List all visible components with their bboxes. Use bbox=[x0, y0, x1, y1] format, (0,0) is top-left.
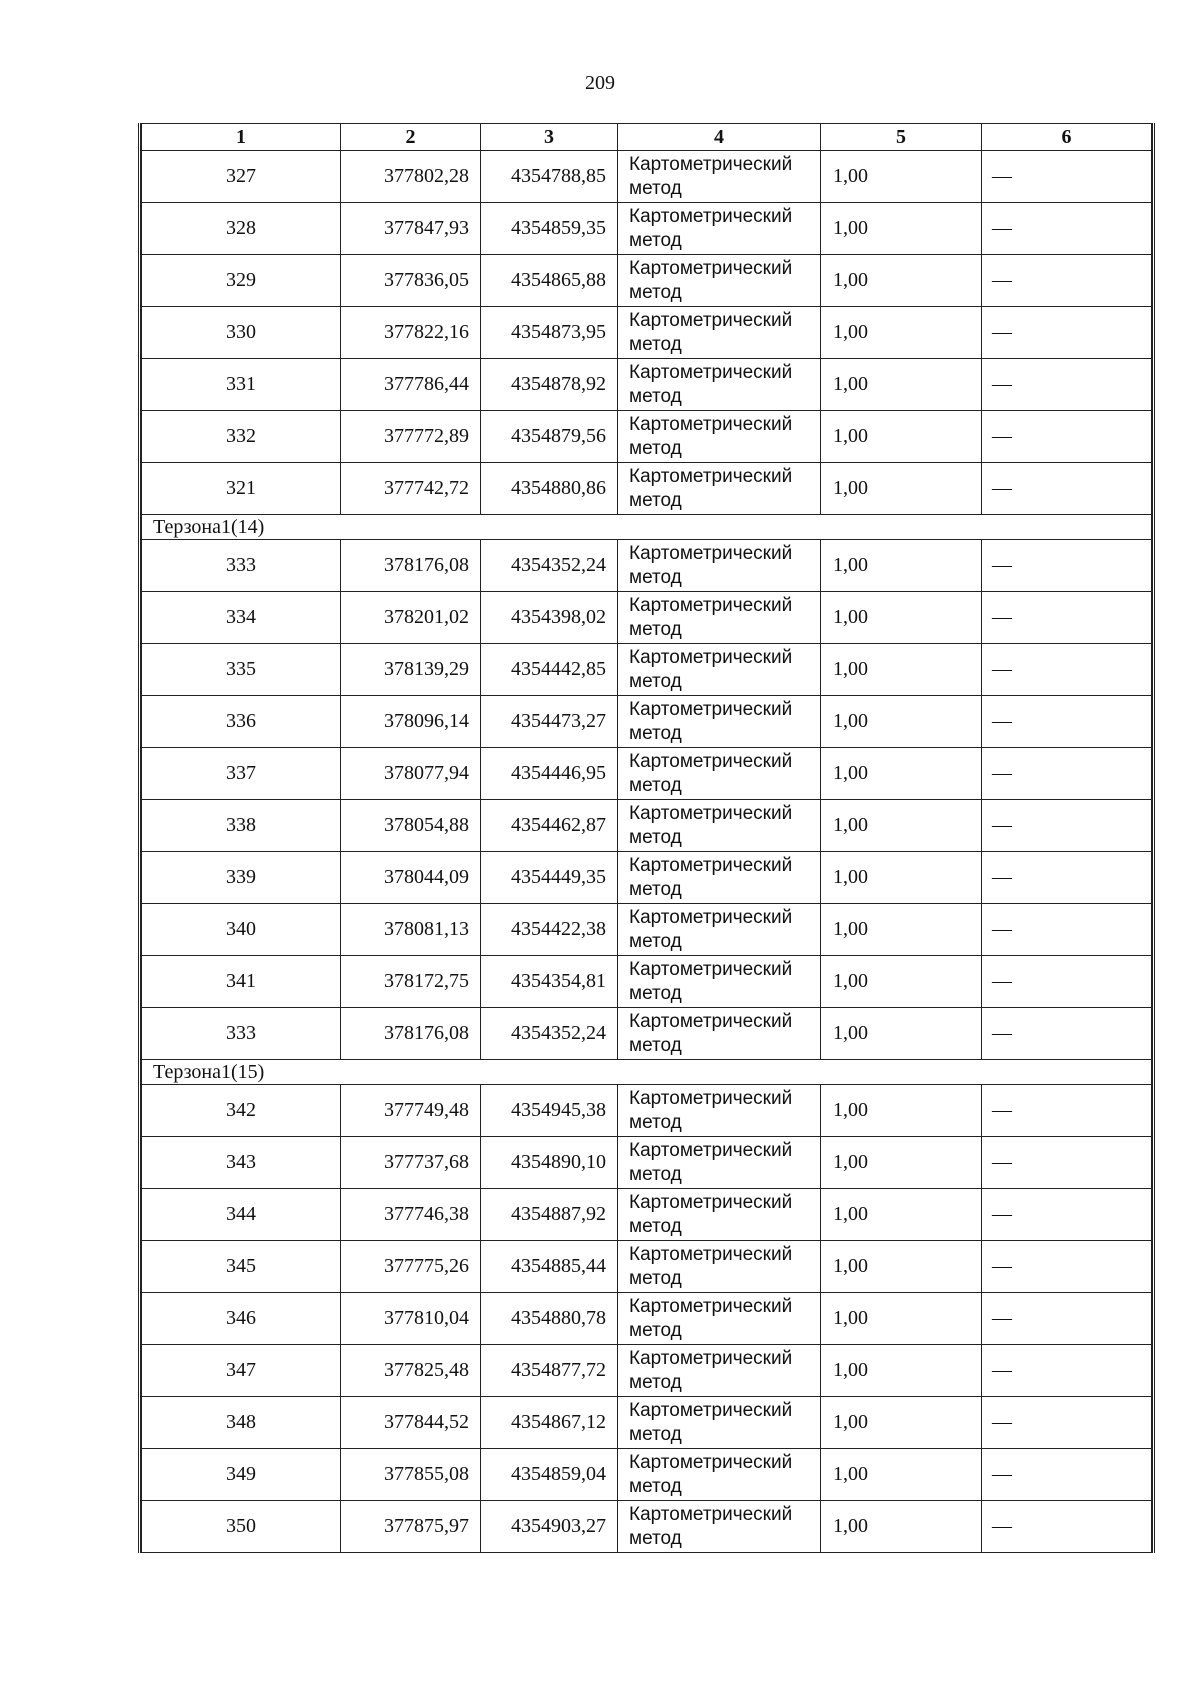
y-coordinate-cell: 4354473,27 bbox=[481, 696, 618, 748]
method-text-line: метод bbox=[629, 1215, 682, 1237]
method-cell bbox=[618, 1293, 821, 1345]
table-row bbox=[142, 1241, 1152, 1293]
method-cell bbox=[618, 1501, 821, 1553]
x-coordinate-cell: 378054,88 bbox=[341, 800, 481, 852]
method-text-line: метод bbox=[629, 1423, 682, 1445]
x-coordinate-cell: 377737,68 bbox=[341, 1137, 481, 1189]
y-coordinate-cell: 4354873,95 bbox=[481, 307, 618, 359]
method-text-line: метод bbox=[629, 177, 682, 199]
method-text-line: метод bbox=[629, 566, 682, 588]
note-cell: — bbox=[982, 1345, 1152, 1397]
method-text-line: Картометрический bbox=[629, 361, 793, 383]
accuracy-cell: 1,00 bbox=[821, 203, 982, 255]
method-text-line: метод bbox=[629, 982, 682, 1004]
point-number-cell: 342 bbox=[142, 1085, 341, 1137]
table-row bbox=[142, 1501, 1152, 1553]
note-cell: — bbox=[982, 1085, 1152, 1137]
note-cell: — bbox=[982, 1241, 1152, 1293]
table-row bbox=[142, 644, 1152, 696]
x-coordinate-cell: 378096,14 bbox=[341, 696, 481, 748]
method-text-line: Картометрический bbox=[629, 958, 793, 980]
y-coordinate-cell: 4354945,38 bbox=[481, 1085, 618, 1137]
x-coordinate-cell: 377847,93 bbox=[341, 203, 481, 255]
x-coordinate-cell: 377822,16 bbox=[341, 307, 481, 359]
point-number-cell: 340 bbox=[142, 904, 341, 956]
accuracy-cell: 1,00 bbox=[821, 463, 982, 515]
method-cell bbox=[618, 463, 821, 515]
y-coordinate-cell: 4354878,92 bbox=[481, 359, 618, 411]
column-header: 3 bbox=[481, 124, 618, 151]
point-number-cell: 337 bbox=[142, 748, 341, 800]
x-coordinate-cell: 378081,13 bbox=[341, 904, 481, 956]
point-number-cell: 349 bbox=[142, 1449, 341, 1501]
table-row bbox=[142, 540, 1152, 592]
note-cell: — bbox=[982, 1293, 1152, 1345]
table-row bbox=[142, 1189, 1152, 1241]
y-coordinate-cell: 4354887,92 bbox=[481, 1189, 618, 1241]
method-cell bbox=[618, 1345, 821, 1397]
table-row bbox=[142, 1085, 1152, 1137]
column-header: 2 bbox=[341, 124, 481, 151]
x-coordinate-cell: 377775,26 bbox=[341, 1241, 481, 1293]
note-cell: — bbox=[982, 203, 1152, 255]
method-cell bbox=[618, 1397, 821, 1449]
y-coordinate-cell: 4354879,56 bbox=[481, 411, 618, 463]
method-text-line: метод bbox=[629, 1034, 682, 1056]
method-cell bbox=[618, 696, 821, 748]
method-cell bbox=[618, 203, 821, 255]
table-row bbox=[142, 696, 1152, 748]
method-text-line: Картометрический bbox=[629, 750, 793, 772]
column-header: 6 bbox=[982, 124, 1152, 151]
method-text-line: Картометрический bbox=[629, 906, 793, 928]
point-number-cell: 333 bbox=[142, 1008, 341, 1060]
method-text-line: метод bbox=[629, 385, 682, 407]
method-text-line: Картометрический bbox=[629, 413, 793, 435]
note-cell: — bbox=[982, 1501, 1152, 1553]
method-text-line: Картометрический bbox=[629, 802, 793, 824]
y-coordinate-cell: 4354449,35 bbox=[481, 852, 618, 904]
x-coordinate-cell: 377746,38 bbox=[341, 1189, 481, 1241]
point-number-cell: 347 bbox=[142, 1345, 341, 1397]
column-header: 1 bbox=[142, 124, 341, 151]
y-coordinate-cell: 4354788,85 bbox=[481, 151, 618, 203]
method-text-line: метод bbox=[629, 930, 682, 952]
column-header: 5 bbox=[821, 124, 982, 151]
method-text-line: метод bbox=[629, 878, 682, 900]
note-cell: — bbox=[982, 1137, 1152, 1189]
y-coordinate-cell: 4354885,44 bbox=[481, 1241, 618, 1293]
method-text-line: Картометрический bbox=[629, 205, 793, 227]
table-body bbox=[142, 151, 1152, 1553]
x-coordinate-cell: 377772,89 bbox=[341, 411, 481, 463]
method-text-line: метод bbox=[629, 1267, 682, 1289]
method-text-line: метод bbox=[629, 1163, 682, 1185]
y-coordinate-cell: 4354880,78 bbox=[481, 1293, 618, 1345]
method-text-line: метод bbox=[629, 1111, 682, 1133]
accuracy-cell: 1,00 bbox=[821, 644, 982, 696]
point-number-cell: 348 bbox=[142, 1397, 341, 1449]
y-coordinate-cell: 4354859,35 bbox=[481, 203, 618, 255]
x-coordinate-cell: 378201,02 bbox=[341, 592, 481, 644]
x-coordinate-cell: 377825,48 bbox=[341, 1345, 481, 1397]
point-number-cell: 321 bbox=[142, 463, 341, 515]
method-cell bbox=[618, 359, 821, 411]
table-row bbox=[142, 592, 1152, 644]
accuracy-cell: 1,00 bbox=[821, 904, 982, 956]
table-row bbox=[142, 151, 1152, 203]
method-text-line: Картометрический bbox=[629, 854, 793, 876]
method-text-line: Картометрический bbox=[629, 594, 793, 616]
method-text-line: Картометрический bbox=[629, 257, 793, 279]
note-cell: — bbox=[982, 411, 1152, 463]
method-text-line: Картометрический bbox=[629, 1399, 793, 1421]
method-text-line: метод bbox=[629, 229, 682, 251]
table-row bbox=[142, 1137, 1152, 1189]
method-text-line: Картометрический bbox=[629, 1191, 793, 1213]
y-coordinate-cell: 4354352,24 bbox=[481, 1008, 618, 1060]
header-row bbox=[142, 124, 1152, 151]
table-row bbox=[142, 852, 1152, 904]
method-cell bbox=[618, 748, 821, 800]
note-cell: — bbox=[982, 592, 1152, 644]
note-cell: — bbox=[982, 1397, 1152, 1449]
point-number-cell: 335 bbox=[142, 644, 341, 696]
accuracy-cell: 1,00 bbox=[821, 800, 982, 852]
accuracy-cell: 1,00 bbox=[821, 1189, 982, 1241]
method-cell bbox=[618, 644, 821, 696]
y-coordinate-cell: 4354859,04 bbox=[481, 1449, 618, 1501]
accuracy-cell: 1,00 bbox=[821, 1241, 982, 1293]
note-cell: — bbox=[982, 1008, 1152, 1060]
method-cell bbox=[618, 956, 821, 1008]
x-coordinate-cell: 377742,72 bbox=[341, 463, 481, 515]
note-cell: — bbox=[982, 151, 1152, 203]
table-row bbox=[142, 1008, 1152, 1060]
point-number-cell: 344 bbox=[142, 1189, 341, 1241]
method-text-line: метод bbox=[629, 437, 682, 459]
table-row bbox=[142, 411, 1152, 463]
y-coordinate-cell: 4354903,27 bbox=[481, 1501, 618, 1553]
note-cell: — bbox=[982, 463, 1152, 515]
y-coordinate-cell: 4354867,12 bbox=[481, 1397, 618, 1449]
note-cell: — bbox=[982, 1449, 1152, 1501]
accuracy-cell: 1,00 bbox=[821, 1008, 982, 1060]
point-number-cell: 334 bbox=[142, 592, 341, 644]
method-cell bbox=[618, 1137, 821, 1189]
method-text-line: метод bbox=[629, 281, 682, 303]
method-cell bbox=[618, 411, 821, 463]
method-text-line: Картометрический bbox=[629, 1295, 793, 1317]
accuracy-cell: 1,00 bbox=[821, 956, 982, 1008]
accuracy-cell: 1,00 bbox=[821, 748, 982, 800]
accuracy-cell: 1,00 bbox=[821, 1293, 982, 1345]
y-coordinate-cell: 4354462,87 bbox=[481, 800, 618, 852]
method-text-line: метод bbox=[629, 618, 682, 640]
y-coordinate-cell: 4354877,72 bbox=[481, 1345, 618, 1397]
method-text-line: Картометрический bbox=[629, 1347, 793, 1369]
method-text-line: Картометрический bbox=[629, 1010, 793, 1032]
y-coordinate-cell: 4354352,24 bbox=[481, 540, 618, 592]
note-cell: — bbox=[982, 696, 1152, 748]
method-cell bbox=[618, 1189, 821, 1241]
method-text-line: метод bbox=[629, 774, 682, 796]
method-cell bbox=[618, 904, 821, 956]
column-header: 4 bbox=[618, 124, 821, 151]
accuracy-cell: 1,00 bbox=[821, 1137, 982, 1189]
accuracy-cell: 1,00 bbox=[821, 540, 982, 592]
note-cell: — bbox=[982, 852, 1152, 904]
coordinates-table bbox=[141, 123, 1152, 1553]
method-cell bbox=[618, 800, 821, 852]
note-cell: — bbox=[982, 956, 1152, 1008]
method-cell bbox=[618, 1241, 821, 1293]
table-row bbox=[142, 1397, 1152, 1449]
note-cell: — bbox=[982, 307, 1152, 359]
note-cell: — bbox=[982, 904, 1152, 956]
table-row bbox=[142, 1293, 1152, 1345]
x-coordinate-cell: 377836,05 bbox=[341, 255, 481, 307]
zone-header-row bbox=[142, 1060, 1152, 1085]
point-number-cell: 346 bbox=[142, 1293, 341, 1345]
accuracy-cell: 1,00 bbox=[821, 1345, 982, 1397]
x-coordinate-cell: 378044,09 bbox=[341, 852, 481, 904]
point-number-cell: 336 bbox=[142, 696, 341, 748]
method-text-line: Картометрический bbox=[629, 698, 793, 720]
method-text-line: Картометрический bbox=[629, 1139, 793, 1161]
method-text-line: метод bbox=[629, 1319, 682, 1341]
method-cell bbox=[618, 1008, 821, 1060]
method-cell bbox=[618, 540, 821, 592]
accuracy-cell: 1,00 bbox=[821, 1397, 982, 1449]
point-number-cell: 329 bbox=[142, 255, 341, 307]
table-row bbox=[142, 359, 1152, 411]
method-text-line: Картометрический bbox=[629, 1243, 793, 1265]
x-coordinate-cell: 377786,44 bbox=[341, 359, 481, 411]
y-coordinate-cell: 4354398,02 bbox=[481, 592, 618, 644]
accuracy-cell: 1,00 bbox=[821, 1501, 982, 1553]
note-cell: — bbox=[982, 359, 1152, 411]
table-row bbox=[142, 904, 1152, 956]
method-cell bbox=[618, 1085, 821, 1137]
table-row bbox=[142, 800, 1152, 852]
method-text-line: Картометрический bbox=[629, 1503, 793, 1525]
x-coordinate-cell: 377802,28 bbox=[341, 151, 481, 203]
table-row bbox=[142, 203, 1152, 255]
method-text-line: метод bbox=[629, 1371, 682, 1393]
note-cell: — bbox=[982, 644, 1152, 696]
table-row bbox=[142, 748, 1152, 800]
y-coordinate-cell: 4354422,38 bbox=[481, 904, 618, 956]
page-number: 209 bbox=[585, 72, 615, 94]
method-text-line: метод bbox=[629, 722, 682, 744]
x-coordinate-cell: 377855,08 bbox=[341, 1449, 481, 1501]
x-coordinate-cell: 377749,48 bbox=[341, 1085, 481, 1137]
accuracy-cell: 1,00 bbox=[821, 696, 982, 748]
point-number-cell: 331 bbox=[142, 359, 341, 411]
x-coordinate-cell: 378139,29 bbox=[341, 644, 481, 696]
point-number-cell: 338 bbox=[142, 800, 341, 852]
note-cell: — bbox=[982, 748, 1152, 800]
method-cell bbox=[618, 255, 821, 307]
accuracy-cell: 1,00 bbox=[821, 411, 982, 463]
table-row bbox=[142, 463, 1152, 515]
method-text-line: метод bbox=[629, 826, 682, 848]
y-coordinate-cell: 4354880,86 bbox=[481, 463, 618, 515]
method-cell bbox=[618, 592, 821, 644]
note-cell: — bbox=[982, 255, 1152, 307]
x-coordinate-cell: 377844,52 bbox=[341, 1397, 481, 1449]
method-text-line: Картометрический bbox=[629, 646, 793, 668]
zone-header-row bbox=[142, 515, 1152, 540]
method-cell bbox=[618, 852, 821, 904]
accuracy-cell: 1,00 bbox=[821, 1449, 982, 1501]
table-row bbox=[142, 255, 1152, 307]
method-text-line: Картометрический bbox=[629, 309, 793, 331]
accuracy-cell: 1,00 bbox=[821, 852, 982, 904]
x-coordinate-cell: 377810,04 bbox=[341, 1293, 481, 1345]
method-text-line: Картометрический bbox=[629, 153, 793, 175]
point-number-cell: 343 bbox=[142, 1137, 341, 1189]
method-text-line: метод bbox=[629, 1527, 682, 1549]
method-cell bbox=[618, 151, 821, 203]
note-cell: — bbox=[982, 1189, 1152, 1241]
accuracy-cell: 1,00 bbox=[821, 255, 982, 307]
point-number-cell: 328 bbox=[142, 203, 341, 255]
point-number-cell: 333 bbox=[142, 540, 341, 592]
x-coordinate-cell: 377875,97 bbox=[341, 1501, 481, 1553]
method-text-line: метод bbox=[629, 1475, 682, 1497]
point-number-cell: 330 bbox=[142, 307, 341, 359]
point-number-cell: 327 bbox=[142, 151, 341, 203]
table-row bbox=[142, 1345, 1152, 1397]
coordinates-table-frame bbox=[138, 123, 1155, 1553]
table-row bbox=[142, 956, 1152, 1008]
method-cell bbox=[618, 307, 821, 359]
point-number-cell: 339 bbox=[142, 852, 341, 904]
x-coordinate-cell: 378077,94 bbox=[341, 748, 481, 800]
method-text-line: Картометрический bbox=[629, 1451, 793, 1473]
method-text-line: метод bbox=[629, 670, 682, 692]
note-cell: — bbox=[982, 800, 1152, 852]
y-coordinate-cell: 4354442,85 bbox=[481, 644, 618, 696]
method-cell bbox=[618, 1449, 821, 1501]
method-text-line: Картометрический bbox=[629, 465, 793, 487]
x-coordinate-cell: 378172,75 bbox=[341, 956, 481, 1008]
y-coordinate-cell: 4354446,95 bbox=[481, 748, 618, 800]
accuracy-cell: 1,00 bbox=[821, 359, 982, 411]
table-row bbox=[142, 1449, 1152, 1501]
point-number-cell: 345 bbox=[142, 1241, 341, 1293]
accuracy-cell: 1,00 bbox=[821, 307, 982, 359]
point-number-cell: 341 bbox=[142, 956, 341, 1008]
method-text-line: метод bbox=[629, 489, 682, 511]
accuracy-cell: 1,00 bbox=[821, 1085, 982, 1137]
y-coordinate-cell: 4354890,10 bbox=[481, 1137, 618, 1189]
accuracy-cell: 1,00 bbox=[821, 592, 982, 644]
method-text-line: Картометрический bbox=[629, 1087, 793, 1109]
zone-label: Терзона1(14) bbox=[142, 515, 1152, 540]
method-text-line: Картометрический bbox=[629, 542, 793, 564]
accuracy-cell: 1,00 bbox=[821, 151, 982, 203]
note-cell: — bbox=[982, 540, 1152, 592]
table-row bbox=[142, 307, 1152, 359]
x-coordinate-cell: 378176,08 bbox=[341, 1008, 481, 1060]
y-coordinate-cell: 4354354,81 bbox=[481, 956, 618, 1008]
y-coordinate-cell: 4354865,88 bbox=[481, 255, 618, 307]
point-number-cell: 350 bbox=[142, 1501, 341, 1553]
point-number-cell: 332 bbox=[142, 411, 341, 463]
x-coordinate-cell: 378176,08 bbox=[341, 540, 481, 592]
zone-label: Терзона1(15) bbox=[142, 1060, 1152, 1085]
method-text-line: метод bbox=[629, 333, 682, 355]
